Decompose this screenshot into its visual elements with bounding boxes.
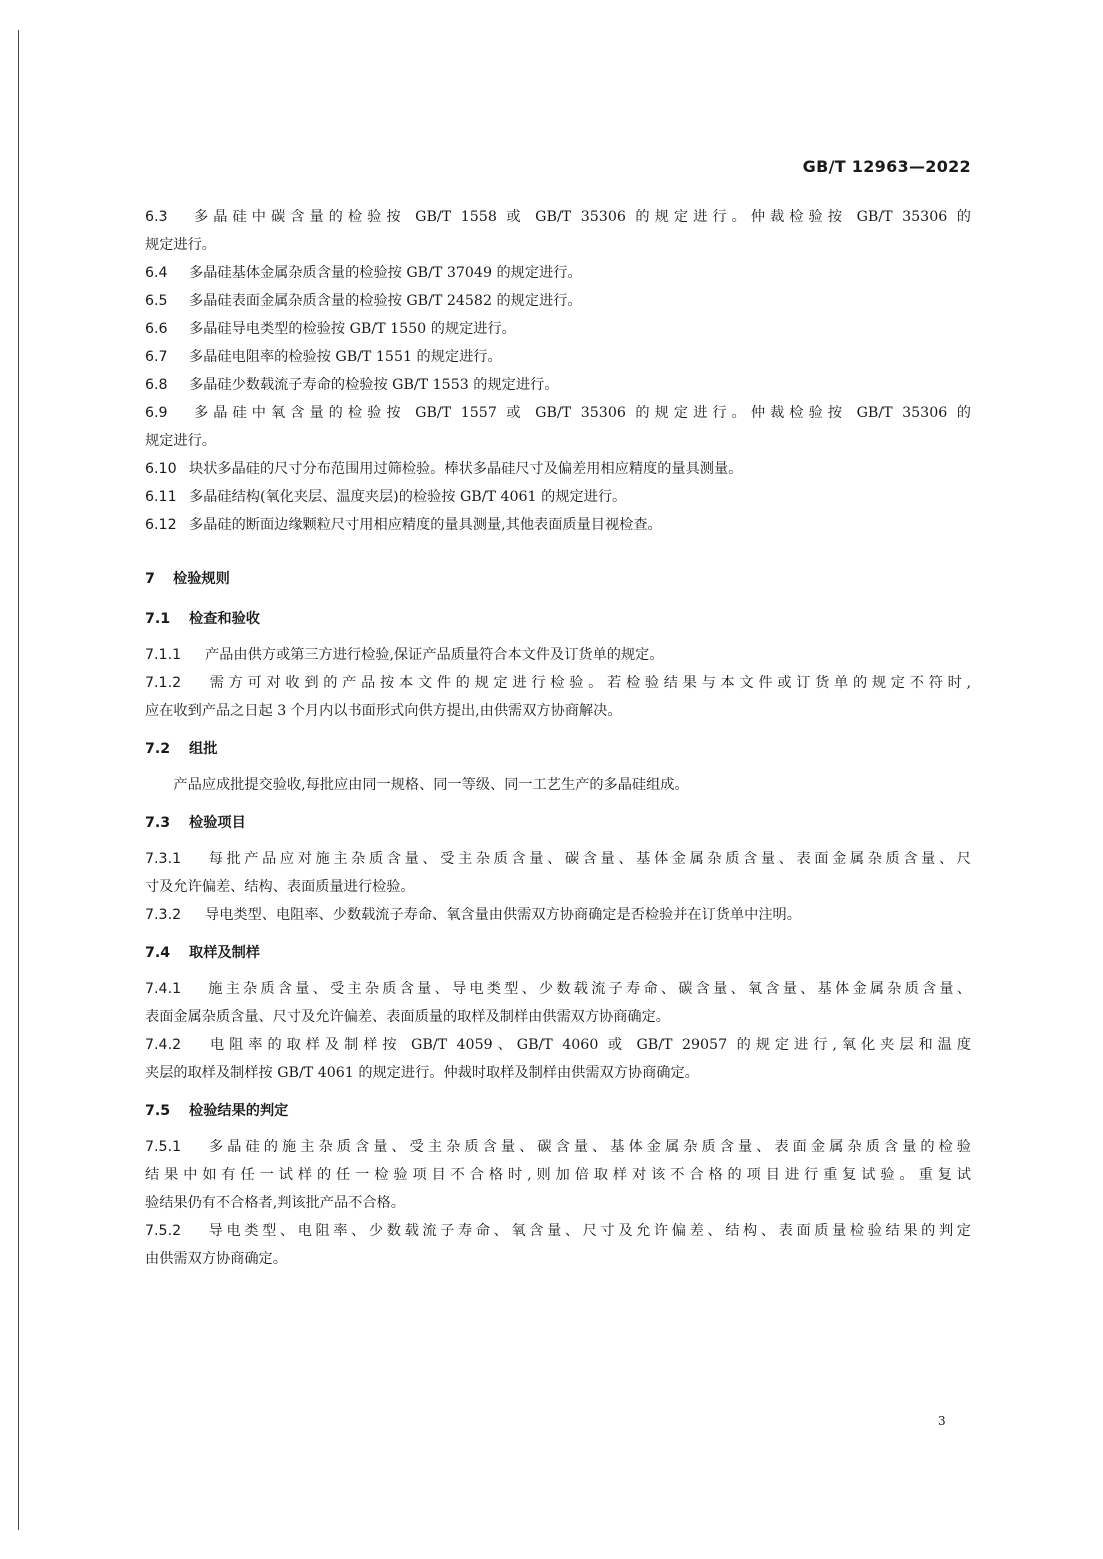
document-body (145, 203, 971, 1273)
clause-6-7: 6.7 多晶硅电阻率的检验按 GB/T 1551 的规定进行。 (145, 349, 502, 365)
clause-7-5-1: 7.5.1 多晶硅的施主杂质含量、受主杂质含量、碳含量、基体金属杂质含量、表面金属杂质含量的检验 (145, 1139, 971, 1155)
clause-6-5: 6.5 多晶硅表面金属杂质含量的检验按 GB/T 24582 的规定进行。 (145, 293, 582, 309)
section-7-1-heading: 7.1 检查和验收 (145, 611, 260, 627)
clause-6-12: 6.12 多晶硅的断面边缘颗粒尺寸用相应精度的量具测量,其他表面质量目视检查。 (145, 517, 662, 533)
clause-6-11: 6.11 多晶硅结构(氧化夹层、温度夹层)的检验按 GB/T 4061 的规定进行。 (145, 489, 627, 505)
clause-7-2-text: 产品应成批提交验收,每批应由同一规格、同一等级、同一工艺生产的多晶硅组成。 (173, 777, 689, 793)
clause-7-3-2: 7.3.2 导电类型、电阻率、少数载流子寿命、氧含量由供需双方协商确定是否检验并在订货单中注明。 (145, 907, 801, 923)
section-7-heading: 7 检验规则 (145, 571, 230, 587)
clause-6-9: 6.9 多晶硅中氧含量的检验按 GB/T 1557 或 GB/T 35306 的规定进行。仲裁检验按 GB/T 35306 的 (145, 405, 971, 421)
clause-6-8: 6.8 多晶硅少数载流子寿命的检验按 GB/T 1553 的规定进行。 (145, 377, 559, 393)
section-7-4-heading: 7.4 取样及制样 (145, 945, 260, 961)
clause-6-10: 6.10 块状多晶硅的尺寸分布范围用过筛检验。棒状多晶硅尺寸及偏差用相应精度的量具测量。 (145, 461, 743, 477)
clause-7-4-2-cont: 夹层的取样及制样按 GB/T 4061 的规定进行。仲裁时取样及制样由供需双方协商确定。 (145, 1065, 699, 1081)
clause-6-9-cont: 规定进行。 (145, 433, 216, 449)
clause-7-4-1: 7.4.1 施主杂质含量、受主杂质含量、导电类型、少数载流子寿命、碳含量、氧含量、基体金属杂质含量、 (145, 981, 971, 997)
clause-7-5-1-cont1: 结果中如有任一试样的任一检验项目不合格时,则加倍取样对该不合格的项目进行重复试验。重复试 (145, 1167, 971, 1183)
clause-7-5-1-cont2: 验结果仍有不合格者,判该批产品不合格。 (145, 1195, 405, 1211)
clause-7-5-2-cont: 由供需双方协商确定。 (145, 1251, 287, 1267)
clause-7-1-2: 7.1.2 需方可对收到的产品按本文件的规定进行检验。若检验结果与本文件或订货单的规定不符时, (145, 675, 971, 691)
section-7-5-heading: 7.5 检验结果的判定 (145, 1103, 289, 1119)
clause-7-1-2-cont: 应在收到产品之日起 3 个月内以书面形式向供方提出,由供需双方协商解决。 (145, 703, 622, 719)
clause-6-3-cont: 规定进行。 (145, 237, 216, 253)
clause-6-4: 6.4 多晶硅基体金属杂质含量的检验按 GB/T 37049 的规定进行。 (145, 265, 582, 281)
clause-7-3-1: 7.3.1 每批产品应对施主杂质含量、受主杂质含量、碳含量、基体金属杂质含量、表面金属杂质含量、尺 (145, 851, 971, 867)
standard-number: GB/T 12963—2022 (802, 157, 971, 176)
clause-6-3: 6.3 多晶硅中碳含量的检验按 GB/T 1558 或 GB/T 35306 的规定进行。仲裁检验按 GB/T 35306 的 (145, 209, 971, 225)
left-margin-line (18, 30, 19, 1530)
section-7-3-heading: 7.3 检验项目 (145, 815, 246, 831)
clause-7-1-1: 7.1.1 产品由供方或第三方进行检验,保证产品质量符合本文件及订货单的规定。 (145, 647, 664, 663)
clause-7-3-1-cont: 寸及允许偏差、结构、表面质量进行检验。 (145, 879, 415, 895)
clause-7-4-2: 7.4.2 电阻率的取样及制样按 GB/T 4059、GB/T 4060 或 GB/T 29057 的规定进行,氧化夹层和温度 (145, 1037, 971, 1053)
clause-7-5-2: 7.5.2 导电类型、电阻率、少数载流子寿命、氧含量、尺寸及允许偏差、结构、表面质量检验结果的判定 (145, 1223, 971, 1239)
section-7-2-heading: 7.2 组批 (145, 741, 218, 757)
clause-6-6: 6.6 多晶硅导电类型的检验按 GB/T 1550 的规定进行。 (145, 321, 516, 337)
clause-7-4-1-cont: 表面金属杂质含量、尺寸及允许偏差、表面质量的取样及制样由供需双方协商确定。 (145, 1009, 670, 1025)
page-number: 3 (938, 1414, 946, 1428)
